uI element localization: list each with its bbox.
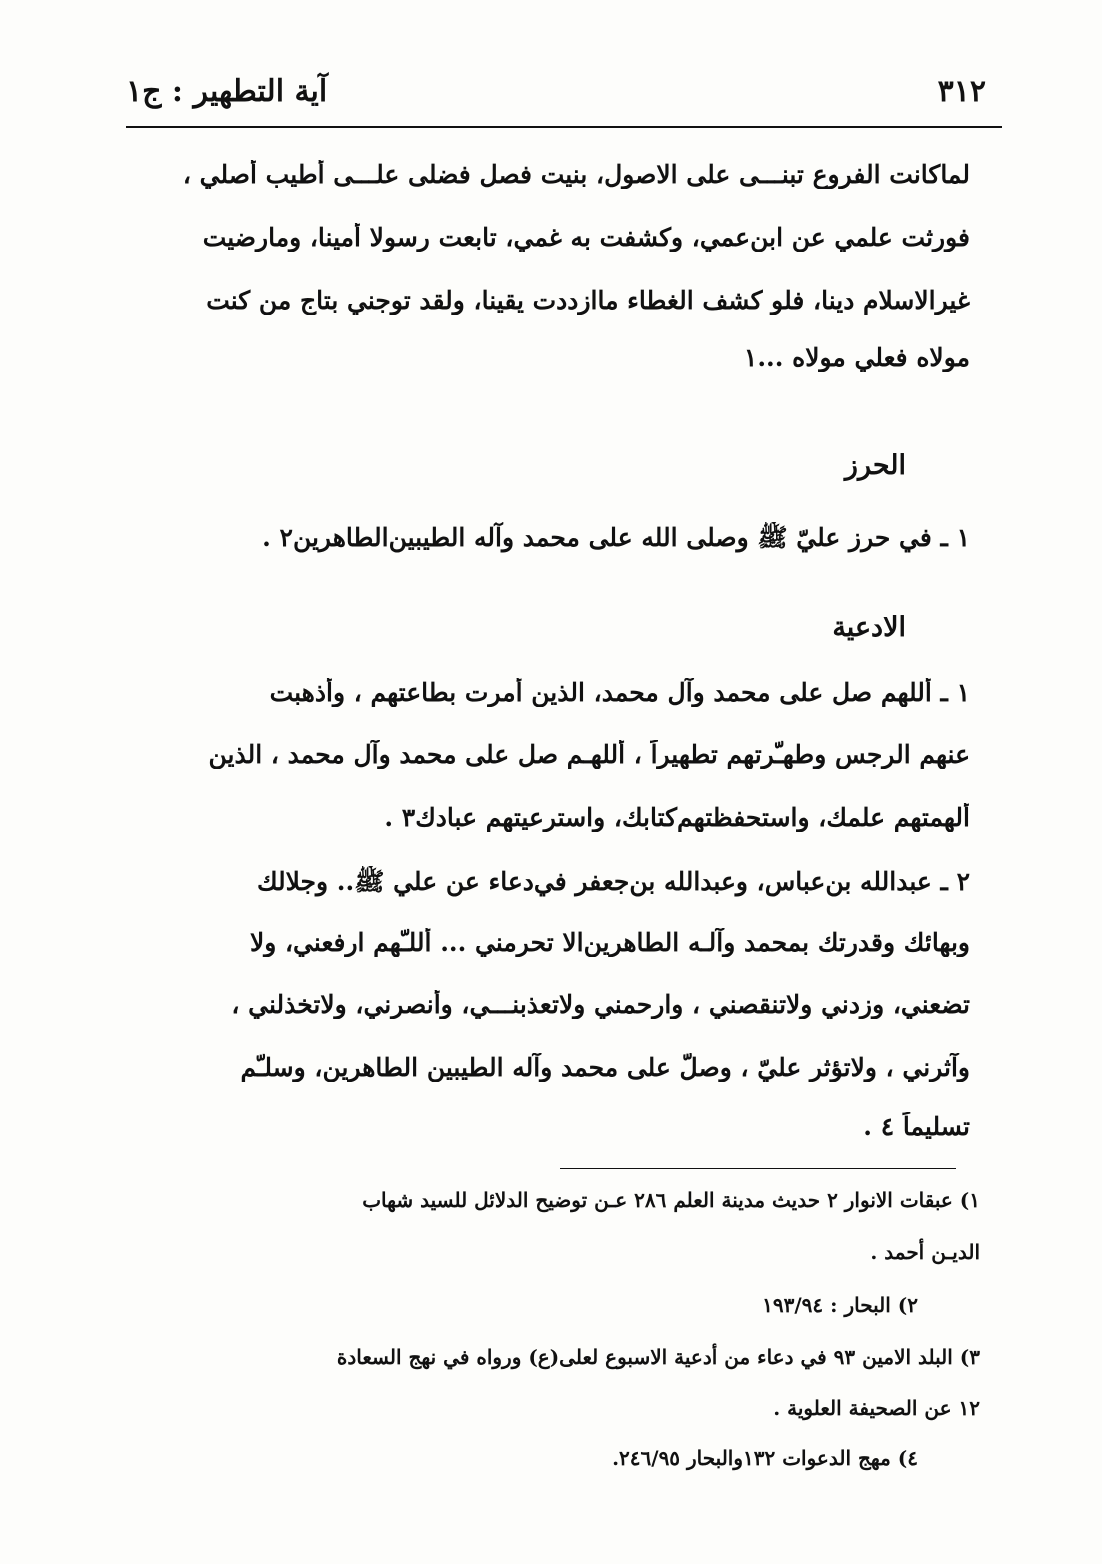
adiya-line-6: تضعني، وزدني ولاتنقصني ، وارحمني ولاتعذبنـــي، وأنصرني، ولاتخذلني ،: [231, 990, 970, 1019]
intro-line-3: غيرالاسلام دينا، فلو كشف الغطاء ماازددت يقينا، ولقد توجني بتاج من كنت: [206, 286, 970, 315]
header-divider: [126, 126, 1002, 128]
heading-adiya: الادعية: [832, 612, 906, 643]
intro-line-2: فورثت علمي عن ابن‌عمي، وكشفت به غمي، تابعت رسولا أمينا، ومارضيت: [202, 223, 970, 252]
intro-line-1: لماكانت الفروع تبنـــى على الاصول، بنيت فصل فضلى علـــى أطيب أصلي ،: [182, 160, 970, 189]
adiya-line-5: وبهائك وقدرتك بمحمد وآلـه الطاهرين‌الا تحرمني ... أللـّهم ارفعني، ولا: [249, 928, 970, 957]
adiya-line-1: ١ ـ أللهم صل على محمد وآل محمد، الذين أمرت بطاعتهم ، وأذهبت: [269, 678, 970, 707]
intro-line-4: مولاه فعلي مولاه ...١: [743, 343, 970, 372]
footnote-3-line-2: ١٢ عن الصحيفة العلوية .: [773, 1396, 980, 1420]
footnote-2: ٢) البحار : ١٩٣/٩٤: [762, 1293, 918, 1317]
footnote-4: ٤) مهج الدعوات ١٣٢والبحار ٢٤٦/٩٥.: [612, 1446, 918, 1470]
adiya-line-7: وآثرني ، ولاتؤثر عليّ ، وصلّ على محمد وآله الطيبين الطاهرين، وسلـّم: [240, 1053, 970, 1082]
footnote-divider: [560, 1168, 956, 1169]
footnote-3-line-1: ٣) البلد الامين ٩٣ في دعاء من أدعية الاسبوع لعلى(ع) ورواه في نهج السعادة: [336, 1345, 980, 1369]
adiya-line-3: ألهمتهم علمك، واستحفظتهم‌كتابك، واسترعيتهم عبادك٣ .: [384, 803, 970, 832]
page-number: ٣١٢: [937, 74, 986, 109]
heading-hirz: الحرز: [844, 450, 906, 481]
adiya-line-2: عنهم الرجس وطهـّرتهم تطهيراً ، أللهـم صل على محمد وآل محمد ، الذين: [208, 740, 970, 769]
page-header: [126, 74, 986, 124]
footnote-1-line-1: ١) عبقات الانوار ٢ حديث مدينة العلم ٢٨٦ عـن توضيح الدلائل للسيد شهاب: [362, 1188, 980, 1212]
hirz-line-1: ١ ـ في حرز عليّ ﷺ وصلى الله على محمد وآله الطيبين‌الطاهرين٢ .: [262, 523, 970, 552]
footnote-1-line-2: الديـن أحمد .: [870, 1240, 980, 1264]
running-title: آية التطهير : ج١: [126, 74, 328, 109]
adiya-line-8: تسليماً ٤ .: [863, 1112, 970, 1141]
adiya-line-4: ٢ ـ عبدالله بن‌عباس، وعبدالله بن‌جعفر في‌دعاء عن علي ﷺ.. وجلالك: [256, 867, 970, 896]
